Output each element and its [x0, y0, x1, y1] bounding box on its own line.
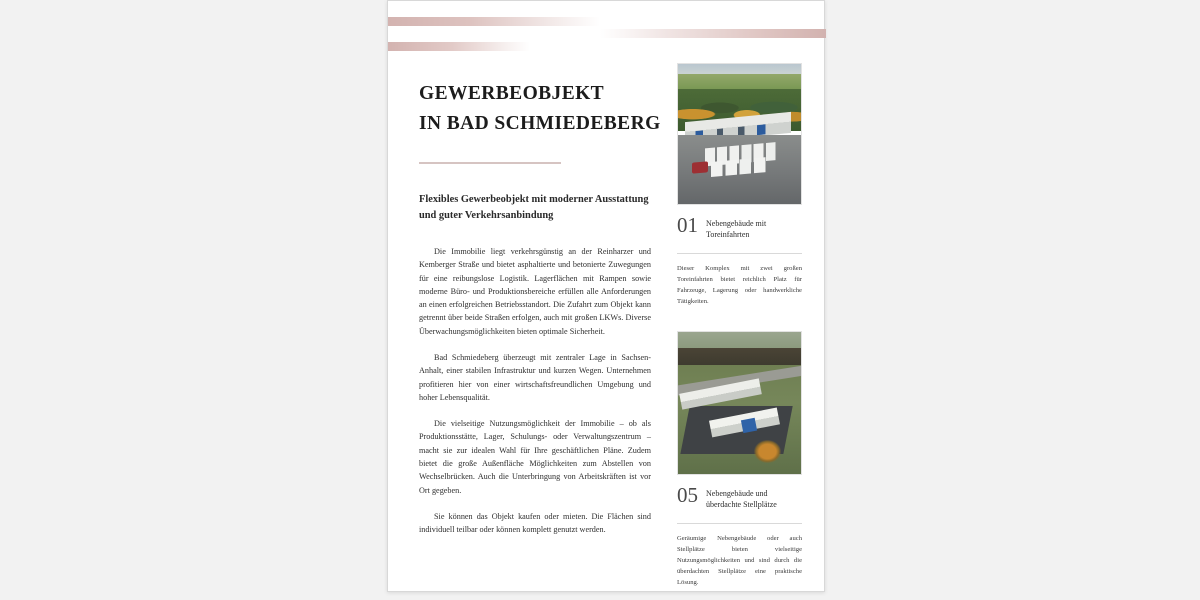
- title-divider: [419, 162, 561, 164]
- photo-warehouse-with-vans: [677, 63, 802, 205]
- page-title: [419, 79, 661, 138]
- body-paragraph: Bad Schmiedeberg überzeugt mit zentraler Lage in Sachsen-Anhalt, einer stabilen Infrastruktur und kurzen Wegen. Unternehmen profitieren hier von einer wirtschaftsfreundlichen Umgebung und hoher Lebensqualität.: [419, 353, 651, 402]
- page-title-line-1: GEWERBEOBJEKT: [419, 83, 605, 104]
- body-paragraph: Die vielseitige Nutzungsmöglichkeit der Immobilie – ob als Produktionsstätte, Lager, Schulungs- oder Verwaltungszentrum – macht sie zur idealen Wahl für Ihre geschäftlichen Pläne. Zudem bietet die große Außenfläche Möglichkeiten zum Abstellen von Wechselbrücken. Auch die Unterbringung von Arbeitskräften ist vor Ort gegeben.: [419, 419, 651, 495]
- decorative-bar-second-left: [388, 42, 530, 51]
- sidebar-caption-heading: [677, 482, 802, 511]
- sidebar-entry: [677, 331, 802, 588]
- sidebar-entry-title: Nebengebäude mit Toreinfahrten: [706, 219, 767, 240]
- main-column: [388, 57, 664, 593]
- photo-long-halls-and-fields: [677, 331, 802, 475]
- sidebar-caption-divider: [677, 253, 802, 254]
- decorative-bar-top-right: [600, 29, 826, 38]
- sidebar-entry-number: 05: [677, 482, 698, 507]
- sidebar-entry-title: Nebengebäude und überdachte Stellplätze: [706, 488, 777, 510]
- decorative-bar-top-left: [388, 17, 600, 26]
- page-title-line-2: IN BAD SCHMIEDEBERG: [419, 112, 661, 134]
- sidebar-entry-text: Geräumige Nebengebäude oder auch Stellplätze bieten vielseitige Nutzungsmöglichkeiten und sind durch die überdachten Stellplätze eine praktische Lösung.: [677, 534, 802, 586]
- body-paragraph: Die Immobilie liegt verkehrsgünstig an der Reinharzer und Kemberger Straße und bietet asphaltierte und betonierte Zuwegungen für eine reibungslose Logistik. Lagerflächen mit Rampen sowie moderne Büro- und Produktionsbereiche erfüllen alle Anforderungen an einen erfolgreichen Betriebsstandort. Die Zufahrt zum Objekt kann getrennt über beide Straßen erfolgen, auch mit großen LKWs. Diverse Überwachungsmöglichkeiten bieten optimale Sicherheit.: [419, 247, 651, 336]
- page-content: [388, 57, 826, 593]
- sidebar-entry-text: Dieser Komplex mit zwei großen Toreinfahrten bietet reichlich Platz für Fahrzeuge, Lagerung oder handwerkliche Tätigkeiten.: [677, 264, 802, 305]
- document-page: [387, 0, 825, 592]
- sidebar-entry: [677, 63, 802, 307]
- body-paragraph: Sie können das Objekt kaufen oder mieten. Die Flächen sind individuell teilbar oder können komplett genutzt werden.: [419, 511, 651, 535]
- sidebar-column: [664, 57, 826, 593]
- body-copy: [419, 245, 651, 536]
- sidebar-entry-number: 01: [677, 213, 698, 237]
- sidebar-caption-divider: [677, 523, 802, 524]
- page-subheading: Flexibles Gewerbeobjekt mit moderner Ausstattung und guter Verkehrsanbindung: [419, 194, 649, 221]
- sidebar-caption-heading: [677, 213, 802, 241]
